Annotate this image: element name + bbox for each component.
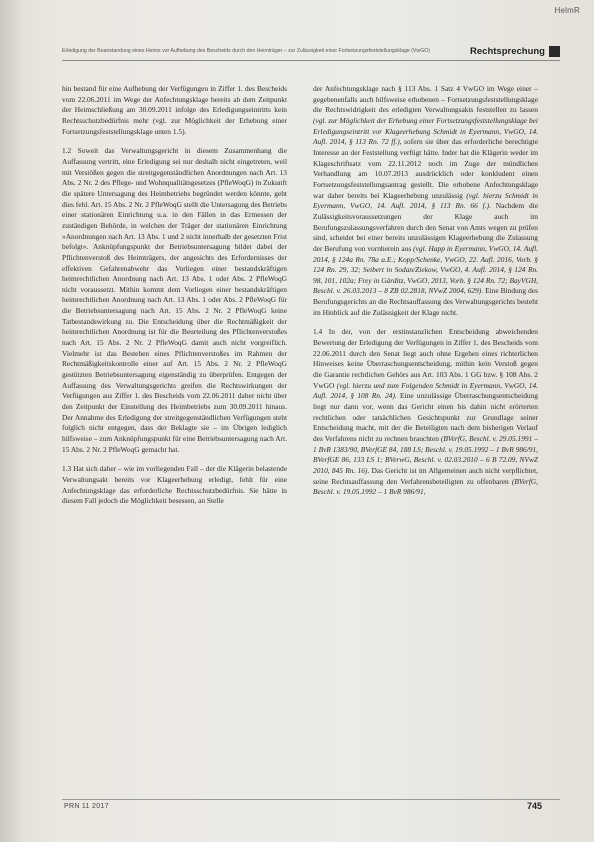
- paragraph: [313, 84, 538, 318]
- header-divider: [62, 60, 560, 61]
- left-column: [62, 84, 287, 507]
- page-number: 745: [526, 801, 542, 811]
- corner-mark: HelmR: [554, 6, 580, 15]
- paragraph: 1.3 Hat sich daher – wie im vorliegenden Fall – der die Klägerin belastende Verwaltungsakt bereits vor Klageerhebung erledigt, fehlt für eine Anfechtungsklage das erforderliche Rechtsschutzbedürfnis. Sie hätte in diesem Fall jedoch die Möglichkeit besessen, an Stelle: [62, 464, 287, 506]
- text-run: . Eine Bindung des Berufungsgerichts an die Rechtsauffassung des Verwaltungsgerichts besteht im Hinblick auf die Zulässigkeit der Klage nicht.: [313, 286, 538, 317]
- citation: (vgl. hierzu und zum Folgenden Schmidt in Eyermann, VwGO, 14. Aufl. 2014, § 108 Rn. 24): [313, 380, 538, 401]
- right-column: [313, 84, 538, 498]
- running-title: Erledigung der Beanstandung eines Heims vor Aufhebung des Bescheids durch den Heimträger – zur Zulässigkeit einer Fortsetzungsfeststellungsklage (VwGO): [62, 48, 430, 54]
- journal-issue: PRN 11 2017: [64, 803, 109, 810]
- section-title: Rechtsprechung: [470, 45, 545, 57]
- binding-shadow: [0, 0, 24, 842]
- paragraph: 1.2 Soweit das Verwaltungsgericht in diesem Zusammenhang die Auffassung vertritt, eine Erledigung sei nur deshalb nicht eingetreten, weil mit Verstößen gegen die streitgegenständlichen Anordnungen nach Art. 13 Abs. 2 Nr. 2 des Pflege- und Wohnqualitätsgesetzes (PfleWoqG) in Zukunft die spätere Untersagung des Heimbetriebs begründet werden könnte, geht dies fehl. Art. 15 Abs. 2 Nr. 2 PfleWoqG stellt die Untersagung des Betriebs einer stationären Einrichtung u.a. in den Fällen in das Ermessen der zuständigen Behörde, in welchen der Träger der stationären Einrichtung »Anordnungen nach Art. 13 Abs. 1 und 2 nicht innerhalb der gesetzten Frist befolgt«. Anknüpfungspunkt der Betriebsuntersagung bildet dabei der Pflichtenverstoß des Heimträgers, der angesichts des Erfordernisses der effektiven Gefahrenabwehr das Vorliegen einer bestandskräftigen heimrechtlichen Anordnung nach Art. 13 Abs. 1 oder Abs. 2 PfleWoqG nicht voraussetzt. Mithin kommt dem Vorliegen einer bestandskräftigen heimrechtlichen Anordnung nach Art. 13 Abs. 1 oder Abs. 2 PfleWoqG für die Betriebsuntersagung nach Art. 15 Abs. 2 Nr. 2 PfleWoqG keine Tatbestandswirkung zu. Die Entscheidung über die Rechtmäßigkeit der heimrechtlichen Anordnung ist für die Beurteilung des Pflichtenverstoßes nach Art. 15 Abs. 2 Nr. 2 PfleWoqG damit auch nicht vorgreiflich. Vielmehr ist das Bestehen eines Pflichtenverstoßes im Rahmen der Rechtmäßigkeitskontrolle einer auf Art. 15 Abs. 2 Nr. 2 PfleWoqG gestützten Betriebsuntersagung eigenständig zu überprüfen. Entgegen der Auffassung des Verwaltungsgerichts greifen die Rechtswirkungen der Verfügungen aus Ziffer 1. des Bescheids vom 22.06.2011 daher nicht über den Zeitpunkt der Einstellung des Heimbetriebs zum 30.09.2011 hinaus. Der Annahme des Erledigung der streitgegenständlichen Verfügungen steht folglich nicht entgegen, dass der Beklagte sie – im Übrigen lediglich hilfsweise – zum Anknüpfungspunkt für eine Betriebsuntersagung nach Art. 15 Abs. 2 Nr. 2 PfleWoqG gemacht hat.: [62, 146, 287, 454]
- text-run: . Das Gericht ist im Allgemeinen auch nicht verpflichtet, seine Rechtsauffassung den Verfahrensbeteiligten zu offenbaren: [313, 465, 538, 486]
- citation: (vgl. Happ in Eyermann, VwGO, 14. Aufl. 2014, § 124a Rn. 78a a.E.; Kopp/Schenke, VwGO, 22. Aufl. 2016, Vorb. § 124 Rn. 29, 32; Seibert in Sodan/Ziekow, VwGO, 4. Aufl. 2014, § 124 Rn. 98, 101, 102a; Frey in Gärditz, VwGO, 2013, Vorb. § 124 Rn. 72; BayVGH, Beschl. v. 26.03.2013 – 8 ZB 02.2818, NVwZ 2004, 629): [313, 243, 538, 296]
- citation: (BVerfG, Beschl. v. 19.05.1992 – 1 BvR 986/91,: [313, 476, 538, 497]
- section-marker-icon: [549, 46, 560, 57]
- text-run: 1.4 In der, von der erstinstanzlichen Entscheidung abweichenden Bewertung der Erledigung der Verfügungen in Ziffer 1. des Bescheids vom 22.06.2011 durch den Senat liegt auch ohne Ergehen eines richterlichen Hinweises keine Überraschungsentscheidung, mithin kein Verstoß gegen die Garantie rechtlichen Gehörs aus Art. 103 Abs. 1 GG bzw. § 108 Abs. 2 VwGO: [313, 327, 538, 390]
- citation: (BVerfG, Beschl. v. 29.05.1991 – 1 BvR 1383/90, BVerfGE 84, 188 LS; Beschl. v. 19.05.1992 – 1 BvR 986/91, BVerfGE 86, 133 LS 1; BVerwG, Beschl. v. 02.03.2010 – 6 B 72.09, NVwZ 2010, 845 Rn. 16): [313, 434, 538, 475]
- text-run: . Nachdem die Zulässigkeitsvoraussetzungen der Klage auch im Berufungszulassungsverfahren durch den Senat von Amts wegen zu prüfen sind, scheidet bei einer bereits unzulässigen Klageerhebung die Zulassung der Berufung von vornherein aus: [313, 201, 538, 253]
- text-run: der Anfechtungsklage nach § 113 Abs. 1 Satz 4 VwGO im Wege einer – gegebenenfalls auch hilfsweise erhobenen – Fortsetzungsfeststellungsklage die Rechtswidrigkeit des erledigten Verwaltungsakts feststellen zu lassen: [313, 84, 538, 115]
- citation: (vgl. zur Möglichkeit der Erhebung einer Fortsetzungsfeststellungsklage bei Erledigungseintritt vor Klageerhebung Schmidt in Eyermann, VwGO, 14. Aufl. 2014, § 113 Rn. 72 ff.): [313, 115, 538, 147]
- text-run: , sofern sie über das erforderliche berechtigte Interesse an der Feststellung verfügt hätte. Inder hat die Klägerin weder im Klageschriftsatz vom 22.11.2012 noch im Zuge der mündlichen Verhandlung am 10.07.2013 ausdrücklich oder konkludent einen Fortsetzungsfeststellungsantrag gestellt. Die erhobene Anfechtungsklage war daher bereits bei Klageerhebung unzulässig: [313, 137, 538, 200]
- citation: (vgl. hierzu Schmidt in Eyermann, VwGO, 14. Aufl. 2014, § 113 Rn. 66 f.): [313, 190, 539, 211]
- text-run: . Eine unzulässige Überraschungsentscheidung liegt nur dann vor, wenn das Gericht einen bis dahin nicht erörterten rechtlichen oder tatsächlichen Gesichtspunkt zur Grundlage seiner Entscheidung macht, mit der die Beteiligten nach dem bisherigen Verlauf des Verfahrens nicht zu rechnen brauchten: [313, 391, 538, 443]
- page-header: [62, 44, 560, 58]
- footer-divider: [62, 799, 560, 800]
- paragraph: [313, 327, 538, 498]
- paragraph: hin bestand für eine Aufhebung der Verfügungen in Ziffer 1. des Bescheids vom 22.06.2011 im Wege der Anfechtungsklage bereits ab dem Zeitpunkt der Heimschließung am 30.09.2011 infolge des Erledigungseintritts kein Rechtsschutzbedürfnis mehr (vgl. zur Möglichkeit der Erhebung einer Fortsetzungsfeststellungsklage unten 1.5).: [62, 84, 287, 136]
